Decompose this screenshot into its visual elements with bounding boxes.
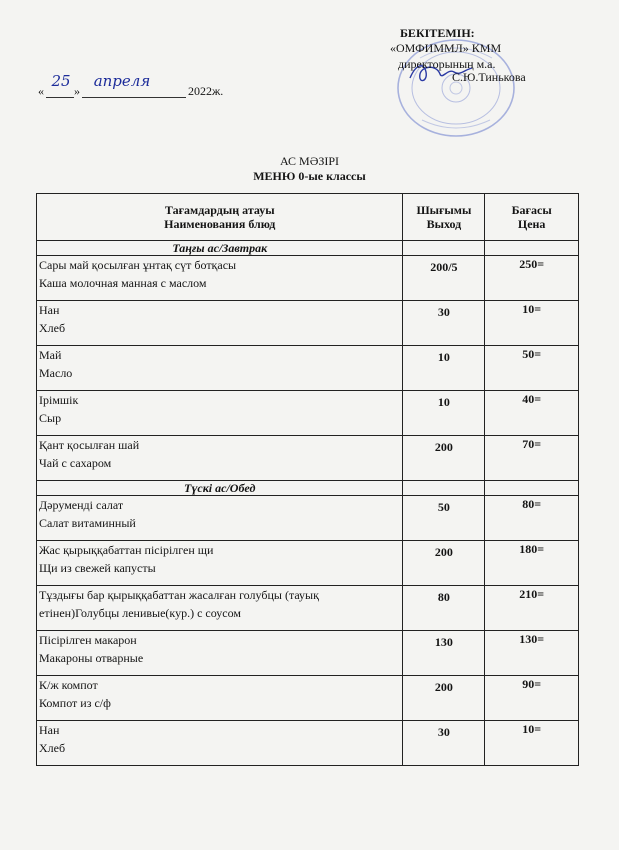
dish-name-cell [37,436,403,481]
table-row [37,301,579,346]
dish-price: 130= [485,631,579,676]
dish-name-ru: Каша молочная манная с маслом [39,276,207,290]
dish-name-ru: Салат витаминный [39,516,136,530]
dish-name-cell [37,301,403,346]
section-title: Таңғы ас/Завтрак [37,241,403,256]
section-empty-out [403,481,485,496]
date-year: 2022ж. [188,84,224,98]
dish-name-cell [37,541,403,586]
header-out-ru: Выход [426,217,462,231]
approval-position: директорының м.а. [398,57,496,71]
section-title: Түскі ас/Обед [37,481,403,496]
table-row [37,676,579,721]
dish-name-kz: Нан [39,303,60,317]
dish-name-ru: Хлеб [39,321,66,335]
header-dish-name [37,194,403,241]
table-row [37,586,579,631]
header-out-kz: Шығымы [416,203,472,217]
table-header-row [37,194,579,241]
date-day: 25 [51,72,71,90]
dish-name-cell [37,586,403,631]
dish-name-ru: етінен)Голубцы ленивые(кур.) с соусом [39,606,241,620]
dish-name-kz: К/ж компот [39,678,98,692]
table-row [37,631,579,676]
header-price [485,194,579,241]
dish-output: 10 [403,391,485,436]
dish-name-cell [37,346,403,391]
dish-output: 30 [403,721,485,766]
approval-organization: «ОМФИММЛ» КММ [390,41,502,55]
menu-title-kz: АС МӘЗІРІ [279,154,340,168]
dish-name-kz: Қант қосылған шай [39,438,140,452]
dish-price: 90= [485,676,579,721]
dish-name-ru: Хлеб [39,741,66,755]
dish-name-cell [37,256,403,301]
dish-price: 10= [485,721,579,766]
table-row [37,256,579,301]
section-empty-out [403,241,485,256]
dish-price: 210= [485,586,579,631]
dish-output: 130 [403,631,485,676]
section-empty-price [485,481,579,496]
dish-name-cell [37,631,403,676]
table-row [37,436,579,481]
dish-name-kz: Жас қырыққабаттан пісірілген щи [39,543,214,557]
dish-price: 250= [485,256,579,301]
dish-output: 200/5 [403,256,485,301]
section-empty-price [485,241,579,256]
table-row [37,721,579,766]
dish-name-kz: Дәруменді салат [39,498,124,512]
table-row [37,496,579,541]
dish-output: 50 [403,496,485,541]
dish-name-ru: Чай с сахаром [39,456,112,470]
header-price-kz: Бағасы [511,203,552,217]
menu-table-body [37,241,579,766]
dish-name-ru: Масло [39,366,73,380]
dish-price: 180= [485,541,579,586]
dish-price: 40= [485,391,579,436]
table-row [37,346,579,391]
dish-name-ru: Компот из с/ф [39,696,111,710]
dish-output: 30 [403,301,485,346]
date-month: апреля [93,72,151,90]
dish-output: 10 [403,346,485,391]
header-name-kz: Тағамдардың атауы [164,203,275,217]
dish-name-kz: Нан [39,723,60,737]
table-row [37,541,579,586]
approval-heading: БЕКІТЕМІН: [400,26,475,40]
dish-name-kz: Май [39,348,62,362]
dish-name-ru: Щи из свежей капусты [39,561,156,575]
dish-price: 50= [485,346,579,391]
dish-price: 80= [485,496,579,541]
approval-signer: С.Ю.Тинькова [452,70,526,84]
header-output [403,194,485,241]
date-close-quote: » [74,84,80,98]
date-open-quote: « [38,84,44,98]
dish-name-ru: Сыр [39,411,62,425]
dish-output: 200 [403,436,485,481]
section-row [37,481,579,496]
dish-output: 200 [403,676,485,721]
dish-price: 10= [485,301,579,346]
dish-output: 80 [403,586,485,631]
dish-name-kz: Пісірілген макарон [39,633,137,647]
section-row [37,241,579,256]
dish-name-kz: Ірімшік [39,393,79,407]
dish-name-kz: Тұздығы бар қырыққабаттан жасалған голубцы (тауық [39,588,319,602]
dish-price: 70= [485,436,579,481]
dish-name-cell [37,391,403,436]
dish-name-cell [37,721,403,766]
menu-title-ru: МЕНЮ 0-ые классы [253,169,366,183]
dish-name-ru: Макароны отварные [39,651,144,665]
menu-table [36,193,579,766]
dish-name-cell [37,676,403,721]
header-price-ru: Цена [517,217,546,231]
table-row [37,391,579,436]
dish-name-cell [37,496,403,541]
header-name-ru: Наименования блюд [164,217,276,231]
dish-name-kz: Сары май қосылған ұнтақ сүт ботқасы [39,258,237,272]
dish-output: 200 [403,541,485,586]
